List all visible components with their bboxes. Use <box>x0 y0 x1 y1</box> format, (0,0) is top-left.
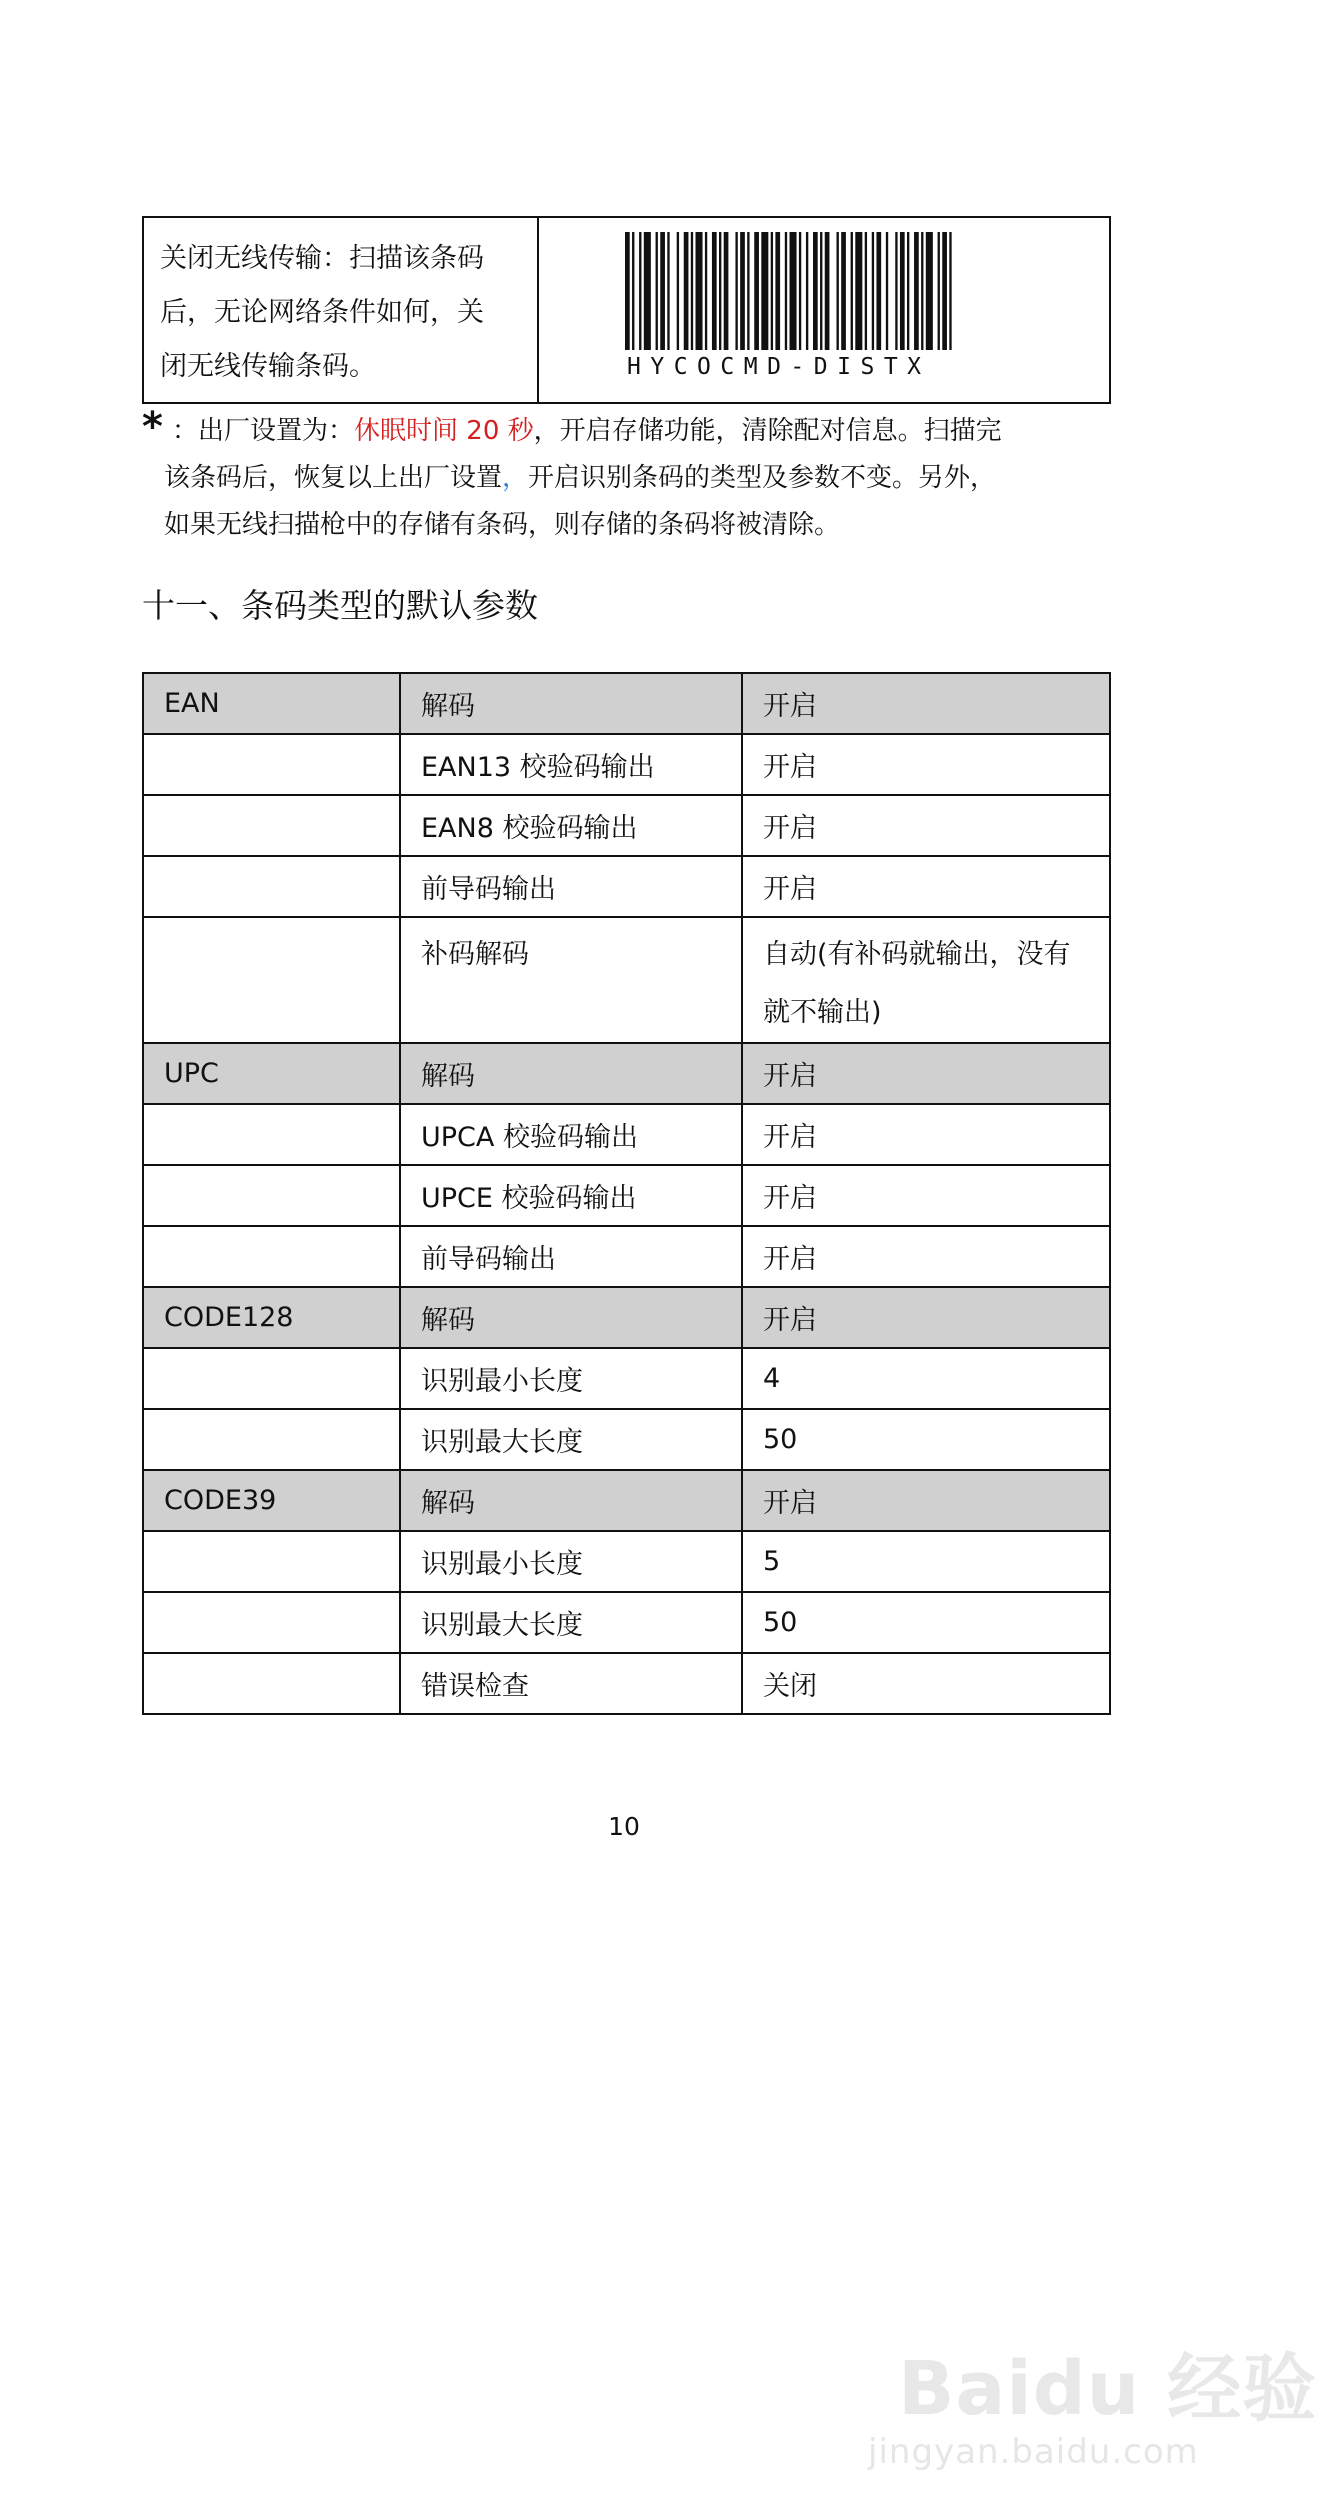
description-line: 后，无论网络条件如何，关 <box>160 297 484 328</box>
barcode-bar <box>907 232 909 350</box>
barcode-bar <box>644 232 651 350</box>
parameter-cell: UPCE 校验码输出 <box>400 1165 742 1226</box>
table-row <box>143 1348 1110 1409</box>
note-text: 开启识别条码的类型及参数不变。另外， <box>528 463 997 493</box>
barcode-command-table <box>142 216 1111 404</box>
value-cell: 开启 <box>742 1470 1110 1531</box>
value-cell: 50 <box>742 1592 1110 1653</box>
barcode-bar <box>942 232 947 350</box>
table-row <box>143 1043 1110 1104</box>
barcode-bar <box>785 232 787 350</box>
barcode-bar <box>841 232 846 350</box>
default-parameters-table <box>142 672 1111 1715</box>
barcode-bar <box>876 232 881 350</box>
value-line: 就不输出) <box>763 997 882 1028</box>
table-row <box>143 1226 1110 1287</box>
table-row <box>143 1104 1110 1165</box>
barcode-bar <box>684 232 689 350</box>
parameter-cell: 错误检查 <box>400 1653 742 1714</box>
barcode-type-cell <box>143 1531 400 1592</box>
note-line-3: 如果无线扫描枪中的存储有条码，则存储的条码将被清除。 <box>164 510 841 540</box>
barcode-image <box>625 232 1015 350</box>
table-row <box>143 917 1110 1043</box>
barcode-bar <box>719 232 721 350</box>
barcode-bar <box>949 232 951 350</box>
barcode-type-cell <box>143 734 400 795</box>
barcode-bar <box>806 232 808 350</box>
barcode-bar <box>696 232 703 350</box>
barcode-text: HYCOCMD-DISTX <box>627 354 931 380</box>
barcode-bar <box>914 232 919 350</box>
value-cell <box>742 917 1110 1043</box>
value-cell: 开启 <box>742 734 1110 795</box>
watermark-url: jingyan.baidu.com <box>868 2432 1199 2472</box>
barcode-type-cell: UPC <box>143 1043 400 1104</box>
barcode-bar <box>799 232 801 350</box>
parameter-cell: 识别最大长度 <box>400 1592 742 1653</box>
value-cell: 开启 <box>742 1043 1110 1104</box>
table-row <box>143 856 1110 917</box>
parameter-cell: 补码解码 <box>400 917 742 1043</box>
barcode-bar <box>926 232 933 350</box>
barcode-bar <box>761 232 768 350</box>
value-cell: 4 <box>742 1348 1110 1409</box>
table-row <box>143 795 1110 856</box>
parameter-cell: 解码 <box>400 1287 742 1348</box>
note-text: ：出厂设置为： <box>172 416 355 446</box>
barcode-bar <box>837 232 839 350</box>
barcode-type-cell <box>143 1348 400 1409</box>
value-cell: 5 <box>742 1531 1110 1592</box>
barcode-type-cell: CODE39 <box>143 1470 400 1531</box>
table-row <box>143 1592 1110 1653</box>
table-row <box>143 673 1110 734</box>
barcode-bar <box>724 232 729 350</box>
value-cell: 开启 <box>742 1165 1110 1226</box>
barcode-type-cell <box>143 1409 400 1470</box>
parameter-cell: 解码 <box>400 1043 742 1104</box>
asterisk: * <box>142 404 163 450</box>
sleep-time-highlight: 休眠时间 20 秒 <box>354 416 534 446</box>
barcode-bar <box>872 232 874 350</box>
barcode-bar <box>855 232 862 350</box>
value-cell: 关闭 <box>742 1653 1110 1714</box>
value-cell: 开启 <box>742 1226 1110 1287</box>
value-cell: 开启 <box>742 1287 1110 1348</box>
parameter-cell: 前导码输出 <box>400 1226 742 1287</box>
value-cell: 开启 <box>742 795 1110 856</box>
parameter-cell: 识别最小长度 <box>400 1531 742 1592</box>
barcode-type-cell <box>143 1592 400 1653</box>
value-line: 自动(有补码就输出，没有 <box>763 939 1071 970</box>
parameter-cell: 识别最大长度 <box>400 1409 742 1470</box>
barcode-bar <box>754 232 759 350</box>
watermark-logo: Baidu 经验 <box>898 2346 1317 2432</box>
barcode-bar <box>886 232 888 350</box>
parameter-cell: 解码 <box>400 673 742 734</box>
value-cell: 开启 <box>742 1104 1110 1165</box>
page-number: 10 <box>608 1812 640 1841</box>
barcode-type-cell <box>143 856 400 917</box>
note-line-2 <box>142 455 1117 502</box>
barcode-bar <box>625 232 630 350</box>
table-row <box>143 734 1110 795</box>
value-cell: 开启 <box>742 856 1110 917</box>
barcode-type-cell <box>143 795 400 856</box>
barcode-type-cell <box>143 1104 400 1165</box>
barcode-bar <box>865 232 867 350</box>
barcode-bar <box>895 232 897 350</box>
factory-settings-note <box>142 404 1117 549</box>
barcode-bar <box>813 232 818 350</box>
barcode-bar <box>660 232 665 350</box>
barcode-bar <box>667 232 669 350</box>
barcode-cell <box>539 218 1109 402</box>
barcode-bar <box>656 232 658 350</box>
baidu-watermark <box>868 2300 1317 2480</box>
description-line: 闭无线传输条码。 <box>160 351 376 382</box>
barcode-bar <box>705 232 707 350</box>
parameter-cell: UPCA 校验码输出 <box>400 1104 742 1165</box>
barcode-bar <box>632 232 634 350</box>
parameter-cell: EAN13 校验码输出 <box>400 734 742 795</box>
barcode-bar <box>735 232 737 350</box>
parameter-cell: 前导码输出 <box>400 856 742 917</box>
barcode-bar <box>900 232 905 350</box>
table-row <box>143 1165 1110 1226</box>
value-cell: 开启 <box>742 673 1110 734</box>
barcode-type-cell <box>143 1653 400 1714</box>
barcode-description <box>144 218 539 402</box>
barcode-type-cell <box>143 1226 400 1287</box>
table-row <box>143 1653 1110 1714</box>
barcode-bar <box>712 232 717 350</box>
barcode-bar <box>790 232 797 350</box>
barcode-bar <box>825 232 830 350</box>
value-cell: 50 <box>742 1409 1110 1470</box>
barcode-type-cell: CODE128 <box>143 1287 400 1348</box>
barcode-type-cell <box>143 1165 400 1226</box>
barcode-bar <box>851 232 853 350</box>
barcode-bar <box>771 232 773 350</box>
parameter-cell: 解码 <box>400 1470 742 1531</box>
barcode-bar <box>740 232 745 350</box>
parameter-cell: 识别最小长度 <box>400 1348 742 1409</box>
note-comma: ， <box>502 463 529 493</box>
section-heading: 十一、条码类型的默认参数 <box>142 586 538 625</box>
barcode-bar <box>938 232 940 350</box>
barcode-bar <box>691 232 693 350</box>
barcode-type-cell: EAN <box>143 673 400 734</box>
barcode-type-cell <box>143 917 400 1043</box>
barcode-bar <box>775 232 780 350</box>
barcode-bar <box>921 232 923 350</box>
parameter-cell: EAN8 校验码输出 <box>400 795 742 856</box>
table-row <box>143 1531 1110 1592</box>
barcode-bar <box>820 232 822 350</box>
table-row <box>143 1287 1110 1348</box>
note-text: ，开启存储功能，清除配对信息。扫描完 <box>533 416 1002 446</box>
table-row <box>143 1470 1110 1531</box>
table-row <box>143 1409 1110 1470</box>
description-line: 关闭无线传输：扫描该条码 <box>160 243 484 274</box>
note-text: 该条码后，恢复以上出厂设置 <box>164 463 503 493</box>
barcode-bar <box>639 232 641 350</box>
barcode-bar <box>747 232 749 350</box>
note-line-1 <box>142 408 1117 455</box>
barcode-bar <box>677 232 679 350</box>
